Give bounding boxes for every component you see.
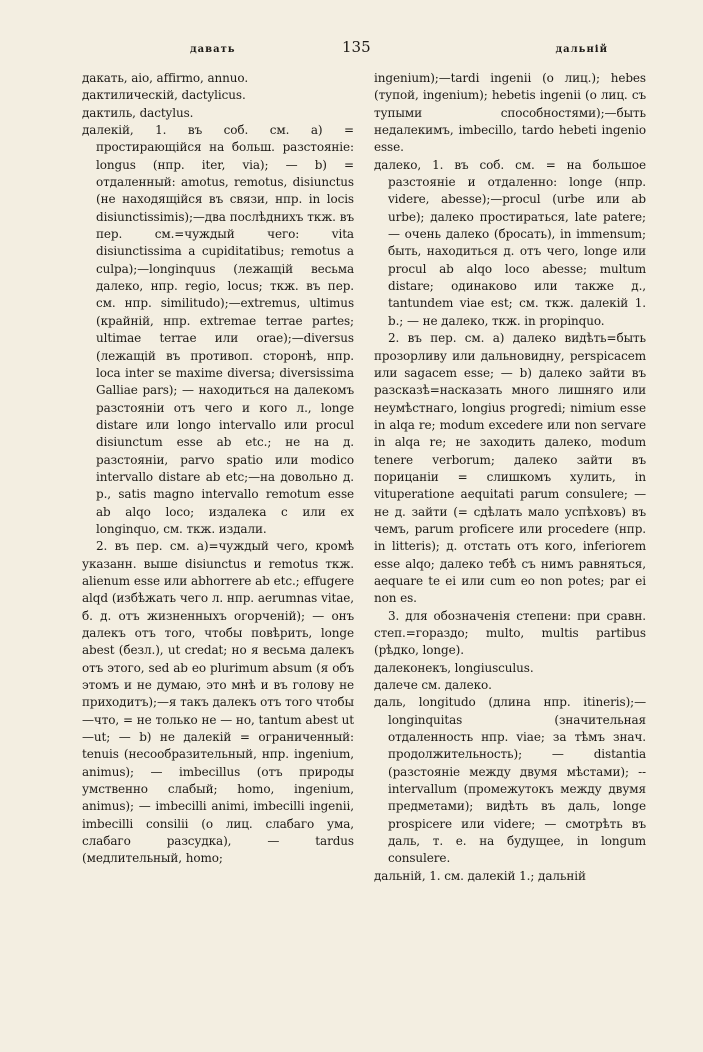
dictionary-entry: далеконекъ, longiusculus.: [374, 660, 534, 675]
dictionary-entry: далече см. далеко.: [374, 678, 492, 693]
dictionary-entry: дактилическій, dactylicus.: [82, 88, 246, 103]
left-column: [82, 70, 354, 868]
dictionary-entry: далеко, 1. въ соб. см. = на большое разстояніе и отдаленно: longe (нпр. videre, abesse);—procul (urbe или ab urbe); далеко простираться, late patere; — очень далеко (бросать), in immensum; быть, находиться д. отъ чего, longe или procul ab alqo loco abesse; multum distare; одинаково или также д., tantundem viae est; см. ткж. далекій 1. b.; — не далеко, ткж. in propinquo.: [374, 157, 646, 328]
running-head-right: дальній: [555, 44, 608, 55]
entry-continuation: ingenium);—tardi ingenii (о лиц.); hebes (тупой, ingenium); hebetis ingenii (о лиц. съ тупыми способностями);—быть недалекимъ, imbecillo, tardo hebeti ingenio esse.: [374, 71, 646, 155]
dictionary-entry: дальній, 1. см. далекій 1.; дальній: [374, 868, 586, 883]
dictionary-entry: даль, longitudo (длина нпр. itineris);—longinquitas (значительная отдаленность нпр. viae; за тѣмъ знач. продолжительность); — distantia (разстояніе между двумя мѣстами); -- intervallum (промежутокъ между двумя предметами); видѣть въ даль, longe prospicere или videre; — смотрѣть въ даль, т. е. на будущее, in longum consulere.: [374, 695, 646, 866]
entry-subsense: 2. въ пер. см. а) далеко видѣть=быть прозорливу или дальновидну, perspicacem или sagacem esse; — b) далеко зайти въ разсказѣ=насказать много лишняго или неумѣстнаго, longius progredi; nimium esse in alqa re; modum excedere или non servare in alqa re; не заходить далеко, modum tenere verborum; далеко зайти въ порицаніи = слишкомъ хулить, in vituperatione aequitati parum consulere; — не д. зайти (= сдѣлать мало успѣховъ) въ чемъ, parum proficere или procedere (нпр. in litteris); д. отстать отъ кого, inferiorem esse alqo; далеко тебѣ съ нимъ равняться, aequare te ei или cum eo non potes; par ei non es.: [374, 331, 646, 606]
dictionary-entry: дактиль, dactylus.: [82, 105, 194, 120]
running-head-left: давать: [190, 44, 236, 55]
right-column: [374, 70, 646, 885]
page-header: [80, 36, 648, 60]
dictionary-entry: далекій, 1. въ соб. см. а) = простирающійся на больш. разстояніе: longus (нпр. iter, via); — b) = отдаленный: amotus, remotus, disiunctus (не находящійся въ связи, нпр. in locis disiunctissimis);—два послѣднихъ ткж. въ пер. см.=чуждый чего: vita disiunctissima a cupiditatibus; remotus a culpa);—longinquus (лежащій весьма далеко, нпр. regio, locus; ткж. въ пер. см. нпр. similitudo);—extremus, ultimus (крайній, нпр. extremae terrae partes; ultimae terrae или orae);—diversus (лежащій въ противоп. сторонѣ, нпр. loca inter se maxime diversa; diversissima Galliae pars); — находиться на далекомъ разстояніи отъ чего и кого л., longe distare или longo intervallo или procul disiunctum esse ab etc.; не на д. разстояніи, parvo spatio или modico intervallo distare ab etc;—на довольно д. р., satis magno intervallo remotum esse ab alqo loco; издалека с или ex longinquo, см. ткж. издали.: [82, 123, 354, 536]
entry-subsense: 3. для обозначенія степени: при сравн. степ.=гораздо; multo, multis partibus (рѣдко, longe).: [374, 608, 646, 658]
entry-subsense: 2. въ пер. см. а)=чуждый чего, кромѣ указанн. выше disiunctus и remotus ткж. alienum esse или abhorrere ab etc.; effugere alqd (избѣжать чего л. нпр. aerumnas vitae, б. д. отъ жизненныхъ огорченій); — онъ далекъ отъ того, чтобы повѣрить, longe abest (безл.), ut credat; но я весьма далекъ отъ этого, sed ab eo plurimum absum (я объ этомъ и не думаю, это мнѣ и въ голову не приходитъ);—я такъ далекъ отъ того чтобы—что, = не только не — но, tantum abest ut —ut; — b) не далекій = ограниченный: tenuis (несообразительный, нпр. ingenium, animus); — imbecillus (отъ природы умственно слабый; homo, ingenium, animus); — imbecilli animi, imbecilli ingenii, imbecilli consilii (о лиц. слабаго ума, слабаго разсудка), — tardus (медлительный, homo;: [82, 539, 354, 866]
page-number: 135: [342, 38, 371, 56]
dictionary-entry: дакать, aio, affirmo, annuo.: [82, 71, 249, 85]
